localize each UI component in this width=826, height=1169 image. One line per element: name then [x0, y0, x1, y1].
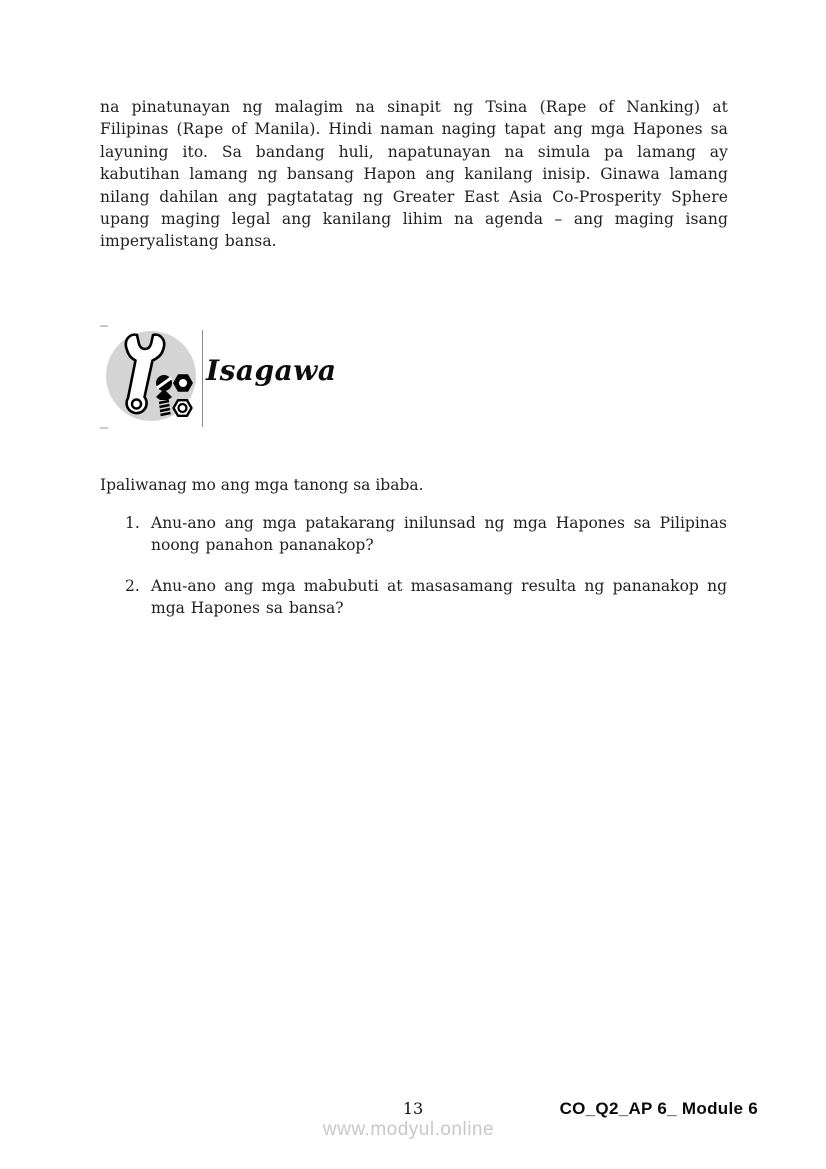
question-item	[125, 512, 727, 557]
footer-page-number: 13	[402, 1099, 424, 1118]
question-text: Anu-ano ang mga mabubuti at masasamang resulta ng pananakop ng mga Hapones sa bansa?	[151, 576, 727, 618]
icon-title-divider	[202, 330, 203, 427]
wrench-and-nuts-icon	[106, 331, 196, 421]
question-item	[125, 575, 727, 620]
activity-header	[100, 324, 530, 430]
question-text: Anu-ano ang mga patakarang inilunsad ng mga Hapones sa Pilipinas noong panahon pananakop?	[151, 514, 727, 555]
activity-title: Isagawa	[206, 354, 337, 387]
question-list	[125, 512, 727, 638]
scan-artifact-dash-bottom	[100, 427, 108, 429]
question-number: 1.	[125, 514, 140, 532]
footer-watermark: www.modyul.online	[322, 1119, 495, 1140]
question-number: 2.	[125, 576, 140, 595]
intro-paragraph: na pinatunayan ng malagim na sinapit ng Tsina (Rape of Nanking) at Filipinas (Rape of Manila). Hindi naman naging tapat ang mga Hapones sa layuning ito. Sa bandang huli, napatunayan na simula pa lamang ay kabutihan lamang ng bansang Hapon ang kanilang inisip. Ginawa lamang nilang dahilan ang pagtatatag ng Greater East Asia Co-Prosperity Sphere upang maging legal ang kanilang lihim na agenda – ang maging isang imperyalistang bansa.	[100, 98, 728, 251]
instruction-text: Ipaliwanag mo ang mga tanong sa ibaba.	[100, 476, 424, 494]
footer-module-code: CO_Q2_AP 6_ Module 6	[559, 1099, 758, 1118]
scan-artifact-dash-top	[100, 325, 108, 327]
